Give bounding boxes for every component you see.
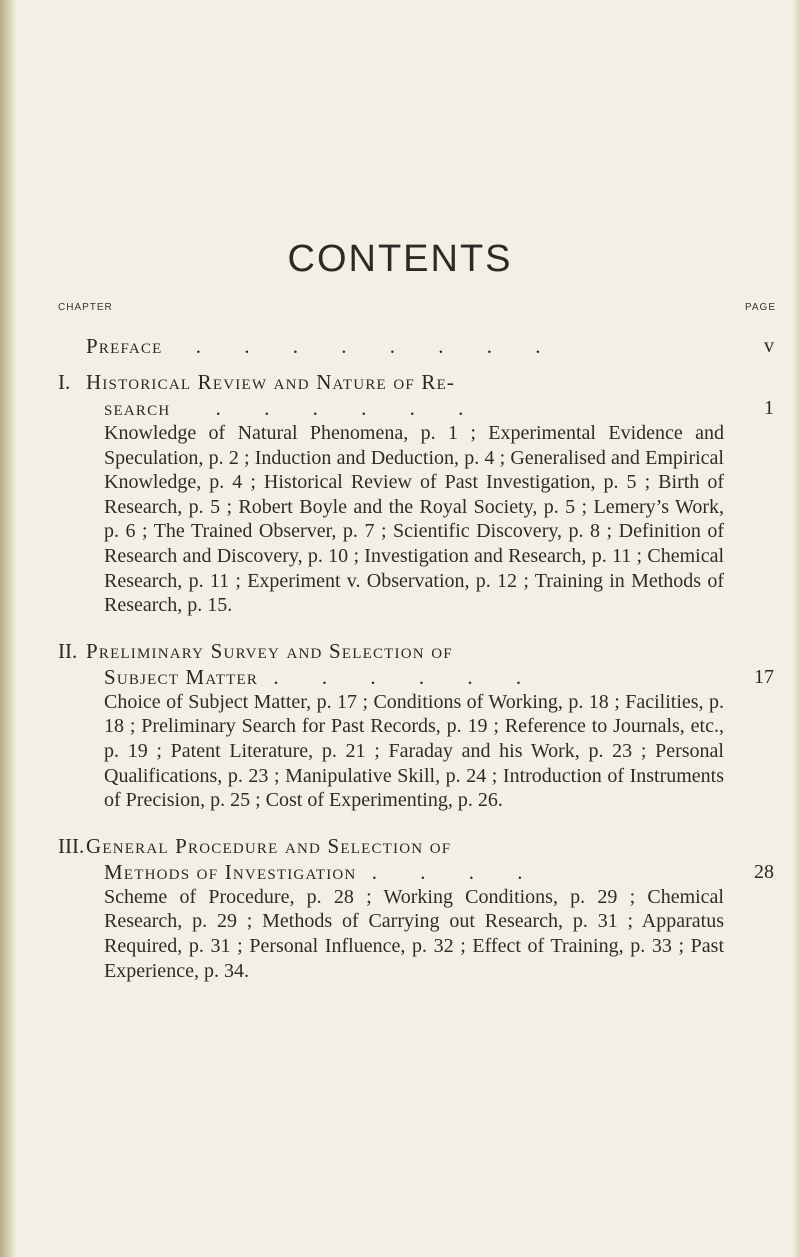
column-header-page: PAGE [744, 302, 776, 313]
chapter-title-line-2: search [104, 396, 171, 420]
book-gutter-shadow [0, 0, 16, 1257]
chapter-title-line-1: General Procedure and Selection of [86, 833, 452, 858]
chapter-numeral: I. [58, 370, 71, 394]
toc-entry-chapter-1 [58, 369, 774, 618]
chapter-heading [58, 369, 774, 421]
preface-title: Preface [86, 334, 163, 358]
page-title: CONTENTS [287, 238, 513, 280]
chapter-numeral: III. [58, 833, 85, 858]
chapter-heading [58, 638, 774, 690]
toc-entry-preface [58, 333, 774, 359]
page-edge-shadow [792, 0, 800, 1257]
toc-entry-chapter-3 [58, 833, 774, 983]
chapter-heading [58, 833, 774, 885]
chapter-page-number: 1 [764, 397, 774, 419]
chapter-title-line-1: Historical Review and Nature of Re- [86, 370, 456, 394]
chapter-description: Knowledge of Natural Phenomena, p. 1 ; Experimental Evidence and Speculation, p. 2 ; Induction and Deduction, p. 4 ; Generalised and Empirical Knowledge, p. 4 ; Historical Review of Past Investigation, p. 5 ; Birth of Research, p. 5 ; Robert Boyle and the Royal Society, p. 5 ; Lemery’s Work, p. 6 ; The Trained Observer, p. 7 ; Scientific Discovery, p. 8 ; Definition of Research and Discovery, p. 10 ; Investigation and Research, p. 11 ; Chemical Research, p. 11 ; Experiment v. Observation, p. 12 ; Training in Methods of Research, p. 15. [104, 422, 724, 617]
chapter-numeral: II. [58, 638, 78, 663]
leader-dots: . . . . . . [215, 396, 483, 420]
preface-page-number: v [764, 335, 774, 357]
leader-dots: . . . . . . [273, 664, 541, 689]
chapter-title-line-2: Methods of Investigation [104, 859, 357, 884]
chapter-title-line-1: Preliminary Survey and Selection of [86, 638, 453, 663]
toc-entry-chapter-2 [58, 638, 774, 813]
table-of-contents [58, 333, 774, 1003]
chapter-description: Scheme of Procedure, p. 28 ; Working Conditions, p. 29 ; Chemical Research, p. 29 ; Methods of Carrying out Research, p. 31 ; Apparatus Required, p. 31 ; Personal Influence, p. 32 ; Effect of Training, p. 33 ; Past Experience, p. 34. [104, 885, 724, 982]
leader-dots: . . . . . . . . [195, 334, 560, 358]
leader-dots: . . . . [371, 859, 542, 884]
chapter-description: Choice of Subject Matter, p. 17 ; Conditions of Working, p. 18 ; Facilities, p. 18 ; Preliminary Search for Past Records, p. 19 ; Reference to Journals, etc., p. 19 ; Patent Literature, p. 21 ; Faraday and his Work, p. 23 ; Personal Qualifications, p. 23 ; Manipulative Skill, p. 24 ; Introduction of Instruments of Precision, p. 25 ; Cost of Experimenting, p. 26. [104, 690, 724, 812]
chapter-title-line-2: Subject Matter [104, 664, 259, 689]
column-header-chapter: CHAPTER [58, 302, 113, 313]
chapter-page-number: 28 [754, 860, 774, 883]
chapter-page-number: 17 [754, 665, 774, 688]
